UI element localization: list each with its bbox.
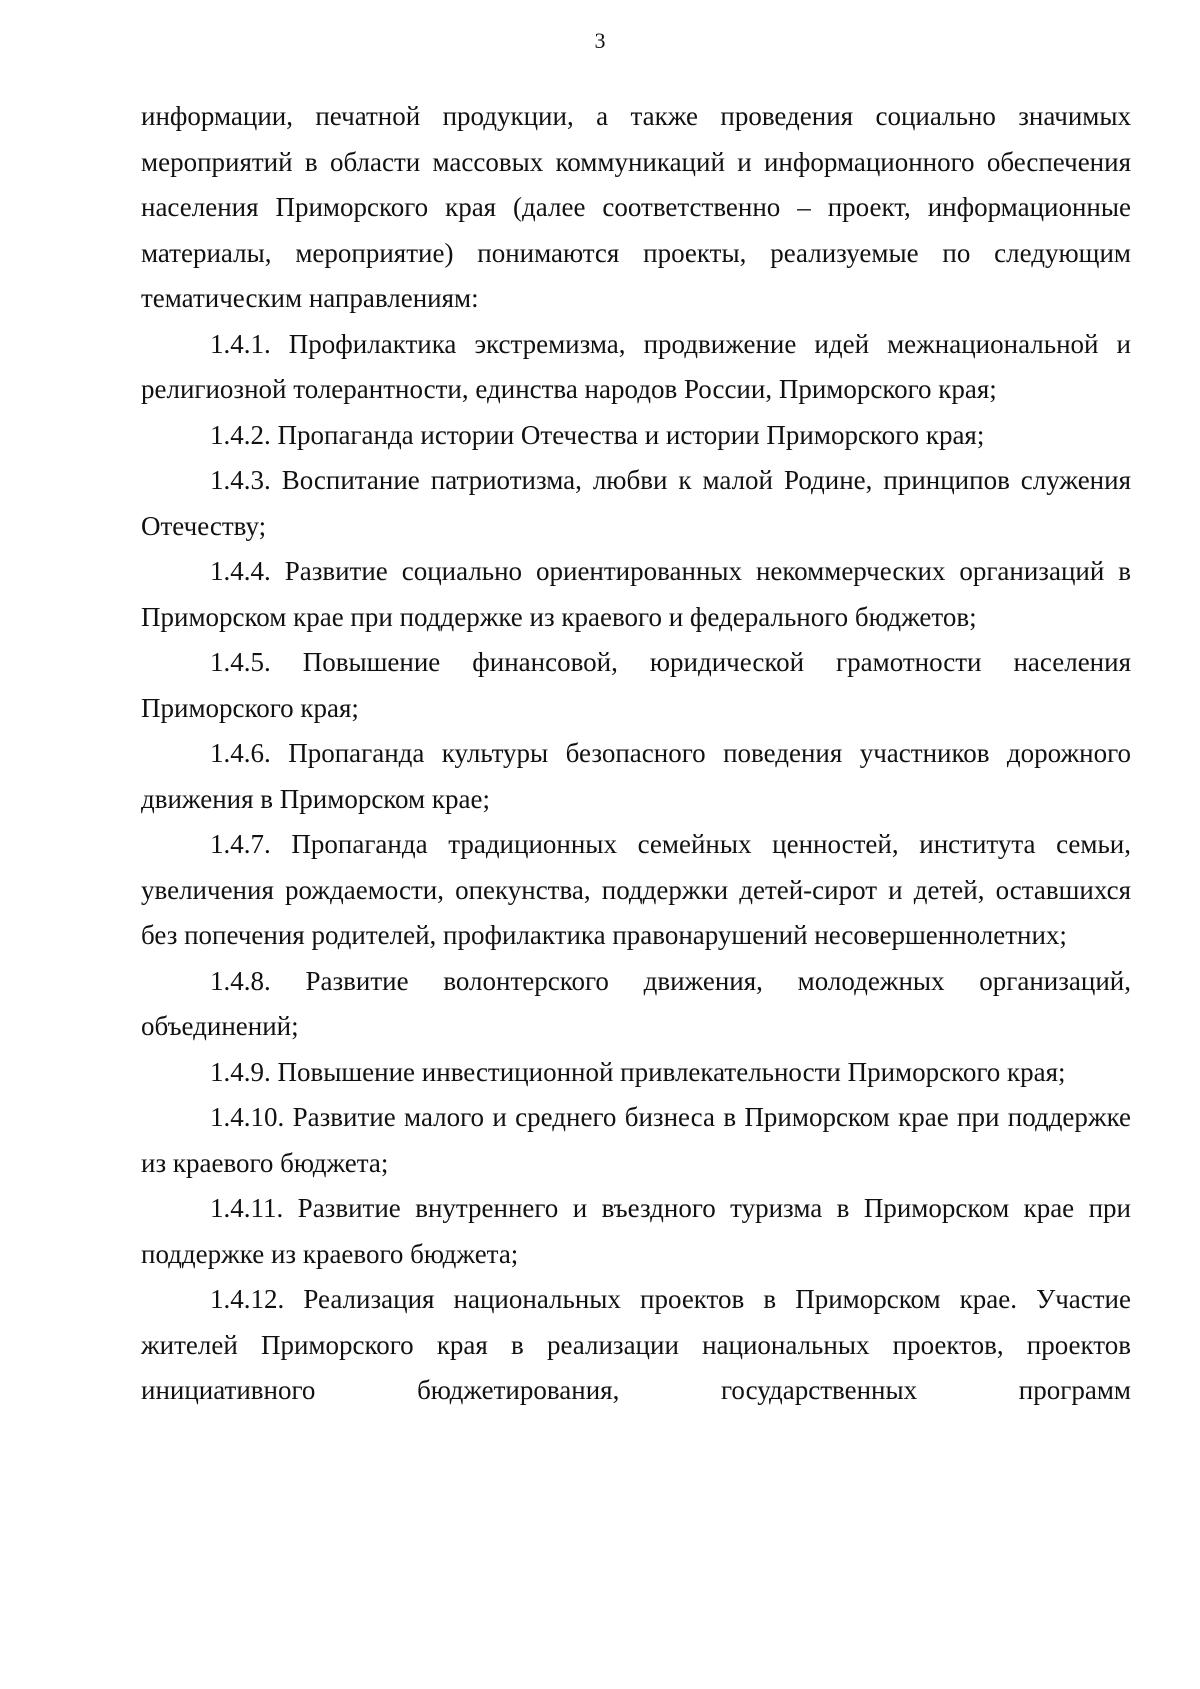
paragraph-intro-continuation: информации, печатной продукции, а также проведения социально значимых мероприятий в области массовых коммуникаций и информационного обеспечения населения Приморского края (далее соответственно – проект, информационные материалы, мероприятие) понимаются проекты, реализуемые по следующим тематическим направлениям: <box>141 101 1131 313</box>
paragraph-1-4-3: 1.4.3. Воспитание патриотизма, любви к малой Родине, принципов служения Отечеству; <box>141 465 1131 541</box>
paragraph-1-4-6: 1.4.6. Пропаганда культуры безопасного поведения участников дорожного движения в Приморском крае; <box>141 738 1131 814</box>
paragraph-1-4-12: 1.4.12. Реализация национальных проектов в Приморском крае. Участие жителей Приморского края в реализации национальных проектов, проектов инициативного бюджетирования, государственных программ <box>141 1284 1131 1405</box>
paragraph-1-4-10: 1.4.10. Развитие малого и среднего бизнеса в Приморском крае при поддержке из краевого бюджета; <box>141 1102 1131 1178</box>
paragraph-1-4-11: 1.4.11. Развитие внутреннего и въездного туризма в Приморском крае при поддержке из краевого бюджета; <box>141 1193 1131 1269</box>
paragraph-1-4-7: 1.4.7. Пропаганда традиционных семейных ценностей, института семьи, увеличения рождаемости, опекунства, поддержки детей-сирот и детей, оставшихся без попечения родителей, профилактика правонарушений несовершеннолетних; <box>141 829 1131 950</box>
paragraph-1-4-1: 1.4.1. Профилактика экстремизма, продвижение идей межнациональной и религиозной толерантности, единства народов России, Приморского края; <box>141 328 1131 404</box>
paragraph-1-4-2: 1.4.2. Пропаганда истории Отечества и истории Приморского края; <box>210 419 985 450</box>
paragraph-1-4-9: 1.4.9. Повышение инвестиционной привлекательности Приморского края; <box>210 1056 1066 1087</box>
paragraph-1-4-4: 1.4.4. Развитие социально ориентированных некоммерческих организаций в Приморском крае при поддержке из краевого и федерального бюджетов; <box>141 556 1131 632</box>
paragraph-1-4-8: 1.4.8. Развитие волонтерского движения, молодежных организаций, объединений; <box>141 965 1131 1041</box>
paragraph-1-4-5: 1.4.5. Повышение финансовой, юридической грамотности населения Приморского края; <box>141 647 1131 723</box>
document-body <box>141 94 1131 1414</box>
page-number: 3 <box>594 28 606 53</box>
